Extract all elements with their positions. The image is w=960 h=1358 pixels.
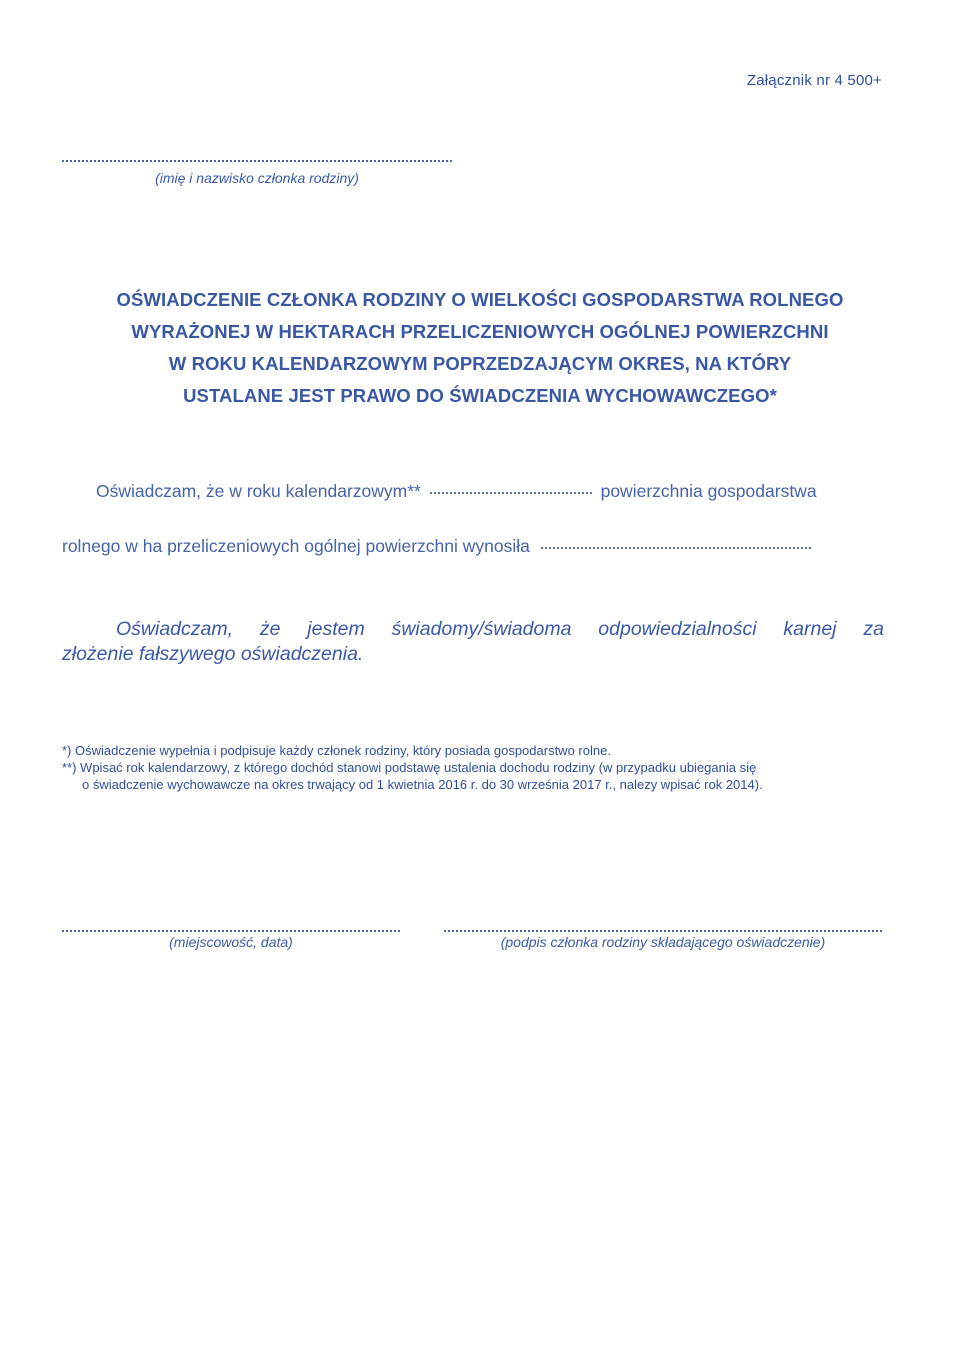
place-date-field[interactable] <box>62 930 400 932</box>
statement-part-2: powierzchnia gospodarstwa <box>600 481 817 501</box>
statement-line-2 <box>62 536 811 557</box>
signature-caption: (podpis członka rodziny składającego oświadczenie) <box>500 934 826 950</box>
area-fill-field[interactable] <box>541 547 811 549</box>
name-field-caption: (imię i nazwisko członka rodziny) <box>155 170 359 186</box>
footnote-2-line-1: **) Wpisać rok kalendarzowy, z którego dochód stanowi podstawę ustalenia dochodu rodziny (w przypadku ubiegania się <box>62 760 757 775</box>
title-line-2: WYRAŻONEJ W HEKTARACH PRZELICZENIOWYCH OGÓLNEJ POWIERZCHNI <box>131 321 829 342</box>
name-field-line[interactable] <box>62 160 452 162</box>
title-line-4: USTALANE JEST PRAWO DO ŚWIADCZENIA WYCHOWAWCZEGO* <box>183 385 777 406</box>
statement-part-3: rolnego w ha przeliczeniowych ogólnej powierzchni wynosiła <box>62 536 530 556</box>
footnotes <box>62 742 884 793</box>
statement-line-1 <box>96 481 817 502</box>
liability-word: za <box>863 618 884 640</box>
year-fill-field[interactable] <box>430 492 592 494</box>
liability-line-2: złożenie fałszywego oświadczenia. <box>62 643 364 665</box>
liability-word: odpowiedzialności <box>598 618 757 640</box>
document-title <box>40 284 920 412</box>
statement-part-1: Oświadczam, że w roku kalendarzowym** <box>96 481 421 501</box>
liability-word: jestem <box>307 618 365 640</box>
footnote-1: *) Oświadczenie wypełnia i podpisuje każdy członek rodziny, który posiada gospodarstwo rolne. <box>62 743 611 758</box>
title-line-3: W ROKU KALENDARZOWYM POPRZEDZAJĄCYM OKRES, NA KTÓRY <box>168 353 792 374</box>
attachment-label: Załącznik nr 4 500+ <box>746 72 882 89</box>
liability-word: Oświadczam, <box>116 618 234 640</box>
title-line-1: OŚWIADCZENIE CZŁONKA RODZINY O WIELKOŚCI GOSPODARSTWA ROLNEGO <box>116 289 844 310</box>
footnote-2-line-2: o świadczenie wychowawcze na okres trwający od 1 kwietnia 2016 r. do 30 września 2017 r., nalezy wpisać rok 2014). <box>82 777 763 792</box>
signature-field[interactable] <box>444 930 882 932</box>
liability-word: karnej <box>783 618 837 640</box>
liability-word: że <box>259 618 281 640</box>
place-date-caption: (miejscowość, data) <box>169 934 293 950</box>
liability-word: świadomy/świadoma <box>391 618 572 640</box>
liability-statement <box>62 618 884 666</box>
